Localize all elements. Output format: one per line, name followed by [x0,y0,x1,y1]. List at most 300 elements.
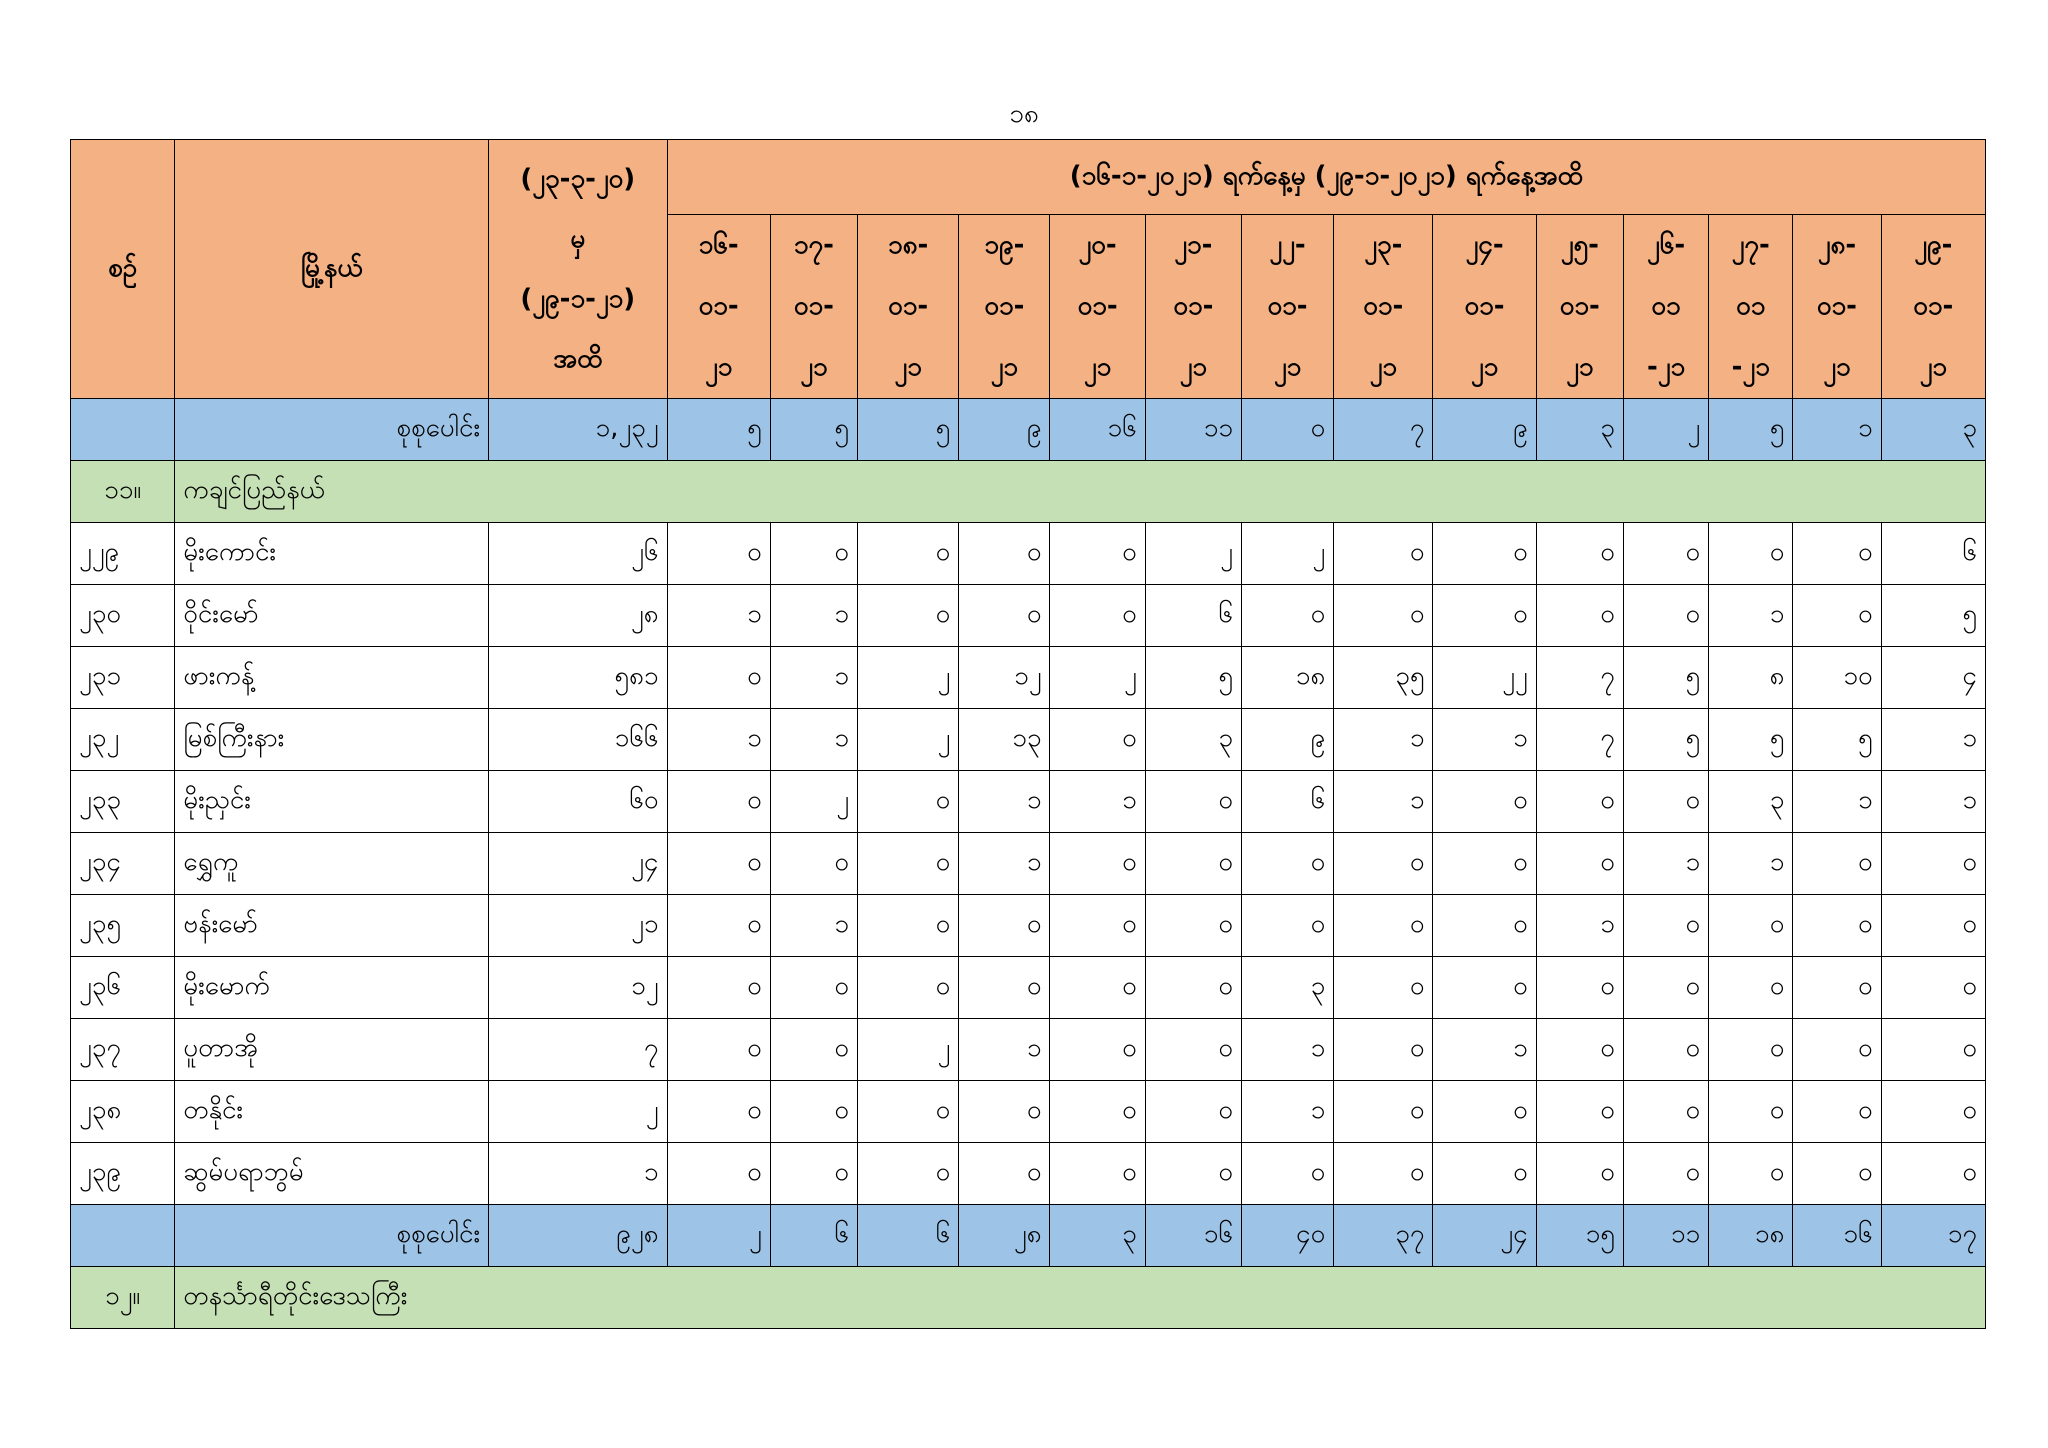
daily-cell: ၀ [770,523,857,585]
daily-cell: ၀ [1623,523,1708,585]
daily-cell: ၀ [1433,895,1536,957]
date-line: ၂၃- [1364,230,1403,260]
daily-cell: ၀ [1881,957,1985,1019]
daily-cell: ၇ [1536,709,1623,771]
daily-cell: ၆ [1241,771,1333,833]
township-cell: ဗန်းမော် [175,895,489,957]
daily-cell: ၁၀ [1793,647,1881,709]
daily-cell: ၀ [1334,523,1433,585]
date-header [1433,215,1536,399]
date-header [1623,215,1708,399]
daily-cell: ၀ [1241,1143,1333,1205]
date-header [1793,215,1881,399]
date-line: ၀၁- [1913,291,1954,321]
date-line: ၂၄- [1465,230,1504,260]
daily-total: ၉ [959,399,1050,461]
date-line: ၁၇- [793,230,834,260]
date-line: ၂၁ [1919,352,1947,382]
daily-cell: ၀ [770,957,857,1019]
table-row [71,647,1986,709]
daily-cell: ၀ [1433,833,1536,895]
daily-total: ၂ [1623,399,1708,461]
daily-cell: ၁ [959,1019,1050,1081]
daily-cell: ၀ [667,771,770,833]
date-line: -၂၁ [1646,352,1686,382]
daily-cell: ၀ [1050,523,1145,585]
daily-cell: ၀ [1145,1143,1241,1205]
region-row [71,461,1986,523]
date-line: ၁၆- [698,230,739,260]
daily-cell: ၈ [1709,647,1793,709]
daily-cell: ၀ [1793,957,1881,1019]
daily-cell: ၀ [1145,895,1241,957]
cumulative-cell: ၂၈ [489,585,667,647]
daily-cell: ၃ [1241,957,1333,1019]
serial-cell: ၂၃၃ [71,771,175,833]
table-row [71,771,1986,833]
date-header [667,215,770,399]
serial-cell: ၂၃၇ [71,1019,175,1081]
daily-cell: ၅ [1623,647,1708,709]
table-row [71,523,1986,585]
daily-cell: ၁ [1433,1019,1536,1081]
daily-cell: ၀ [1536,1019,1623,1081]
daily-cell: ၁ [1881,771,1985,833]
daily-total: ၅ [1709,399,1793,461]
date-line: ၀၁ [1651,291,1681,321]
cumulative-cell: ၂၁ [489,895,667,957]
daily-cell: ၁ [770,895,857,957]
daily-cell: ၇ [1536,647,1623,709]
date-line: ၂၁ [1566,352,1594,382]
daily-total: ၁၇ [1881,1205,1985,1267]
township-cell: ဝိုင်းမော် [175,585,489,647]
daily-cell: ၀ [1433,1143,1536,1205]
daily-cell: ၀ [1050,1143,1145,1205]
daily-cell: ၀ [858,585,959,647]
daily-cell: ၃ [1145,709,1241,771]
total-label: စုစုပေါင်း [175,399,489,461]
range-line: (၂၃-၃-၂၀) [520,164,636,194]
daily-cell: ၀ [1050,895,1145,957]
serial-cell: ၂၃၄ [71,833,175,895]
daily-cell: ၀ [959,585,1050,647]
township-cell: မိုးညှင်း [175,771,489,833]
daily-cell: ၀ [1433,771,1536,833]
table-row [71,833,1986,895]
daily-cell: ၀ [1050,957,1145,1019]
date-line: -၂၁ [1731,352,1770,382]
date-line: ၂၁ [1083,352,1112,382]
daily-cell: ၀ [770,833,857,895]
region-serial: ၁၂။ [71,1267,175,1329]
daily-cell: ၀ [1334,895,1433,957]
daily-cell: ၀ [1334,1081,1433,1143]
daily-total: ၃ [1536,399,1623,461]
daily-total: ၆ [770,1205,857,1267]
serial-cell: ၂၃၉ [71,1143,175,1205]
daily-cell: ၁ [770,647,857,709]
daily-cell: ၃ [1709,771,1793,833]
daily-cell: ၀ [959,895,1050,957]
daily-cell: ၀ [1145,1081,1241,1143]
daily-cell: ၀ [1623,1019,1708,1081]
daily-cell: ၁ [770,585,857,647]
daily-total: ၂၄ [1433,1205,1536,1267]
daily-cell: ၀ [1241,833,1333,895]
daily-total: ၅ [770,399,857,461]
date-header [1334,215,1433,399]
serial-cell: ၂၃၆ [71,957,175,1019]
daily-cell: ၀ [1145,833,1241,895]
daily-cell: ၀ [1881,833,1985,895]
daily-cell: ၀ [858,957,959,1019]
township-cell: ဆွမ်ပရာဘွမ် [175,1143,489,1205]
daily-cell: ၀ [1881,1081,1985,1143]
daily-cell: ၀ [667,957,770,1019]
date-header [1241,215,1333,399]
daily-cell: ၁ [667,585,770,647]
daily-total: ၁၅ [1536,1205,1623,1267]
cumulative-cell: ၁ [489,1143,667,1205]
region-row [71,1267,1986,1329]
daily-cell: ၀ [959,957,1050,1019]
daily-cell: ၀ [1334,585,1433,647]
date-line: ၂၁ [1470,352,1499,382]
daily-cell: ၀ [858,523,959,585]
daily-cell: ၅ [1793,709,1881,771]
date-line: ၂၂- [1269,230,1306,260]
daily-cell: ၁ [770,709,857,771]
cumulative-cell: ၁၂ [489,957,667,1019]
serial-cell: ၂၃၀ [71,585,175,647]
date-line: ၀၁- [1267,291,1308,321]
daily-cell: ၅ [1623,709,1708,771]
daily-cell: ၂၂ [1433,647,1536,709]
daily-cell: ၀ [1709,957,1793,1019]
region-name: တနင်္သာရီတိုင်းဒေသကြီး [175,1267,1986,1329]
date-line: ၀၁ [1736,291,1766,321]
daily-cell: ၂ [770,771,857,833]
date-line: ၂၁- [1174,230,1213,260]
serial-cell: ၂၃၅ [71,895,175,957]
township-cell: ပူတာအို [175,1019,489,1081]
date-header [1536,215,1623,399]
daily-cell: ၀ [667,1019,770,1081]
date-line: ၂၁ [704,352,733,382]
date-line: ၀၁- [1559,291,1600,321]
daily-cell: ၀ [959,1143,1050,1205]
date-line: ၂၈- [1817,230,1857,260]
township-cell: ရွှေကူ [175,833,489,895]
date-header [959,215,1050,399]
serial-cell: ၂၃၂ [71,709,175,771]
daily-total: ၄၀ [1241,1205,1333,1267]
daily-cell: ၂ [1145,523,1241,585]
daily-cell: ၁ [1433,709,1536,771]
cumulative-cell: ၇ [489,1019,667,1081]
daily-cell: ၀ [770,1081,857,1143]
daily-cell: ၀ [1623,957,1708,1019]
daily-cell: ၀ [667,647,770,709]
daily-total: ၂ [667,1205,770,1267]
daily-cell: ၀ [1536,957,1623,1019]
daily-cell: ၀ [1050,1019,1145,1081]
daily-cell: ၀ [1145,957,1241,1019]
daily-cell: ၂ [858,1019,959,1081]
daily-cell: ၀ [1793,1143,1881,1205]
daily-cell: ၁၃ [959,709,1050,771]
cumulative-range-header [489,140,667,399]
daily-cell: ၁ [667,709,770,771]
date-line: ၂၁ [1369,352,1398,382]
daily-cell: ၀ [1536,1143,1623,1205]
daily-cell: ၀ [858,771,959,833]
daily-cell: ၀ [1536,523,1623,585]
daily-cell: ၂ [1050,647,1145,709]
cumulative-cell: ၂ [489,1081,667,1143]
daily-cell: ၆ [1881,523,1985,585]
daily-total: ၉ [1433,399,1536,461]
daily-cell: ၀ [858,1081,959,1143]
empty-cell [71,399,175,461]
daily-cell: ၄ [1881,647,1985,709]
daily-cell: ၀ [1050,1081,1145,1143]
daily-cell: ၀ [1050,709,1145,771]
table-row [71,957,1986,1019]
date-line: ၀၁- [1173,291,1214,321]
region-name: ကချင်ပြည်နယ် [175,461,1986,523]
date-line: ၁၈- [887,230,929,260]
daily-cell: ၆ [1145,585,1241,647]
daily-cell: ၀ [1793,523,1881,585]
daily-cell: ၀ [1536,833,1623,895]
date-header [1709,215,1793,399]
daily-cell: ၀ [1793,585,1881,647]
daily-cell: ၃၅ [1334,647,1433,709]
date-line: ၀၁- [888,291,929,321]
daily-cell: ၀ [1709,895,1793,957]
daily-cell: ၀ [667,523,770,585]
daily-cell: ၀ [1334,833,1433,895]
daily-cell: ၀ [1709,1143,1793,1205]
daily-cell: ၀ [1145,771,1241,833]
daily-cell: ၀ [1793,833,1881,895]
daily-cell: ၁ [1881,709,1985,771]
daily-total: ၁၈ [1709,1205,1793,1267]
date-line: ၂၁ [800,352,828,382]
cumulative-total: ၁,၂၃၂ [489,399,667,461]
township-cell: မိုးကောင်း [175,523,489,585]
daily-cell: ၅ [1709,709,1793,771]
daily-cell: ၀ [667,1081,770,1143]
daily-cell: ၀ [858,895,959,957]
daily-cell: ၀ [1623,1081,1708,1143]
date-line: ၀၁- [1077,291,1118,321]
date-line: ၂၁ [990,352,1019,382]
date-line: ၂၁ [1273,352,1302,382]
range-line: အထိ [553,344,603,374]
date-line: ၂၁ [1823,352,1851,382]
date-line: ၀၁- [1363,291,1404,321]
daily-cell: ၅ [1881,585,1985,647]
daily-total: ၁၁ [1623,1205,1708,1267]
page-number: ၁၈ [1009,99,1039,129]
date-header [1881,215,1985,399]
daily-cell: ၀ [1881,1143,1985,1205]
daily-total: ၇ [1334,399,1433,461]
date-line: ၂၉- [1914,230,1953,260]
daily-cell: ၀ [959,1081,1050,1143]
range-line: မှ [570,224,586,254]
daily-total: ၆ [858,1205,959,1267]
daily-cell: ၁၈ [1241,647,1333,709]
daily-cell: ၀ [1536,1081,1623,1143]
daily-cell: ၀ [858,833,959,895]
daily-cell: ၀ [1433,1081,1536,1143]
table-row [71,1143,1986,1205]
daily-cell: ၀ [1241,895,1333,957]
date-line: ၀၁- [1464,291,1505,321]
daily-total: ၂၈ [959,1205,1050,1267]
region-serial: ၁၁။ [71,461,175,523]
table-row [71,709,1986,771]
cumulative-cell: ၂၄ [489,833,667,895]
daily-cell: ၁ [1623,833,1708,895]
daily-cell: ၀ [1623,1143,1708,1205]
date-line: ၂၀- [1078,230,1117,260]
daily-total: ၁၆ [1145,1205,1241,1267]
daily-total: ၀ [1241,399,1333,461]
daily-cell: ၁၂ [959,647,1050,709]
daily-cell: ၀ [1881,895,1985,957]
daily-total: ၅ [667,399,770,461]
daily-total: ၃ [1050,1205,1145,1267]
daily-cell: ၀ [1881,1019,1985,1081]
daily-cell: ၁ [1241,1081,1333,1143]
daily-cell: ၅ [1145,647,1241,709]
township-cell: ဖားကန့် [175,647,489,709]
cumulative-cell: ၂၆ [489,523,667,585]
daily-cell: ၂ [858,709,959,771]
township-cell: တနိုင်း [175,1081,489,1143]
daily-cell: ၁ [1536,895,1623,957]
daily-total: ၁ [1793,399,1881,461]
daily-cell: ၁ [1334,771,1433,833]
range-line: (၂၉-၁-၂၁) [520,284,636,314]
daily-cell: ၀ [1793,1019,1881,1081]
covid-cases-table [70,139,1986,1329]
table-row [71,1081,1986,1143]
total-label: စုစုပေါင်း [175,1205,489,1267]
daily-cell: ၀ [1709,1081,1793,1143]
cumulative-cell: ၆၀ [489,771,667,833]
total-row [71,1205,1986,1267]
township-cell: မြစ်ကြီးနား [175,709,489,771]
daily-cell: ၀ [1334,957,1433,1019]
daily-total: ၁၆ [1793,1205,1881,1267]
daily-cell: ၁ [959,771,1050,833]
daily-cell: ၀ [1334,1019,1433,1081]
daily-total: ၃ [1881,399,1985,461]
date-line: ၂၁ [894,352,922,382]
daily-cell: ၁ [1334,709,1433,771]
date-line: ၁၉- [984,230,1025,260]
township-cell: မိုးမောက် [175,957,489,1019]
daily-cell: ၀ [1050,833,1145,895]
daily-cell: ၀ [1334,1143,1433,1205]
daily-cell: ၀ [1623,771,1708,833]
date-header [770,215,857,399]
daily-cell: ၀ [1433,523,1536,585]
date-header [1145,215,1241,399]
cumulative-total: ၉၂၈ [489,1205,667,1267]
daily-cell: ၀ [1793,1081,1881,1143]
daily-cell: ၉ [1241,709,1333,771]
daily-total: ၁၆ [1050,399,1145,461]
daily-cell: ၀ [770,1143,857,1205]
date-header [1050,215,1145,399]
cumulative-cell: ၁၆၆ [489,709,667,771]
daily-cell: ၀ [1536,771,1623,833]
daily-total: ၃၇ [1334,1205,1433,1267]
serial-cell: ၂၃၁ [71,647,175,709]
date-line: ၂၇- [1731,230,1770,260]
table-row [71,1019,1986,1081]
daily-cell: ၀ [1050,585,1145,647]
township-header: မြို့နယ် [175,140,489,399]
date-line: ၀၁- [984,291,1025,321]
daily-cell: ၀ [1536,585,1623,647]
serial-header: စဉ် [71,140,175,399]
daily-cell: ၀ [959,523,1050,585]
date-line: ၂၁ [1179,352,1208,382]
daily-cell: ၀ [1433,957,1536,1019]
daily-cell: ၀ [1623,895,1708,957]
daily-cell: ၂ [1241,523,1333,585]
daily-total: ၅ [858,399,959,461]
daily-cell: ၁ [1709,833,1793,895]
table-row [71,585,1986,647]
date-line: ၀၁- [793,291,834,321]
daily-cell: ၀ [858,1143,959,1205]
total-row [71,399,1986,461]
daily-cell: ၁ [1793,771,1881,833]
date-header [858,215,959,399]
daily-cell: ၀ [1709,523,1793,585]
daily-cell: ၁ [1241,1019,1333,1081]
daily-cell: ၁ [1709,585,1793,647]
daily-cell: ၀ [667,895,770,957]
daily-cell: ၁ [959,833,1050,895]
daily-cell: ၀ [1241,585,1333,647]
date-line: ၀၁- [1816,291,1857,321]
daily-total: ၁၁ [1145,399,1241,461]
date-line: ၂၆- [1646,230,1686,260]
daily-cell: ၂ [858,647,959,709]
daily-cell: ၀ [1145,1019,1241,1081]
daily-cell: ၀ [1623,585,1708,647]
cumulative-cell: ၅၈၁ [489,647,667,709]
daily-cell: ၀ [770,1019,857,1081]
daily-cell: ၀ [667,1143,770,1205]
empty-cell [71,1205,175,1267]
serial-cell: ၂၂၉ [71,523,175,585]
daily-cell: ၁ [1050,771,1145,833]
daily-cell: ၀ [1793,895,1881,957]
serial-cell: ၂၃၈ [71,1081,175,1143]
date-line: ၀၁- [698,291,739,321]
